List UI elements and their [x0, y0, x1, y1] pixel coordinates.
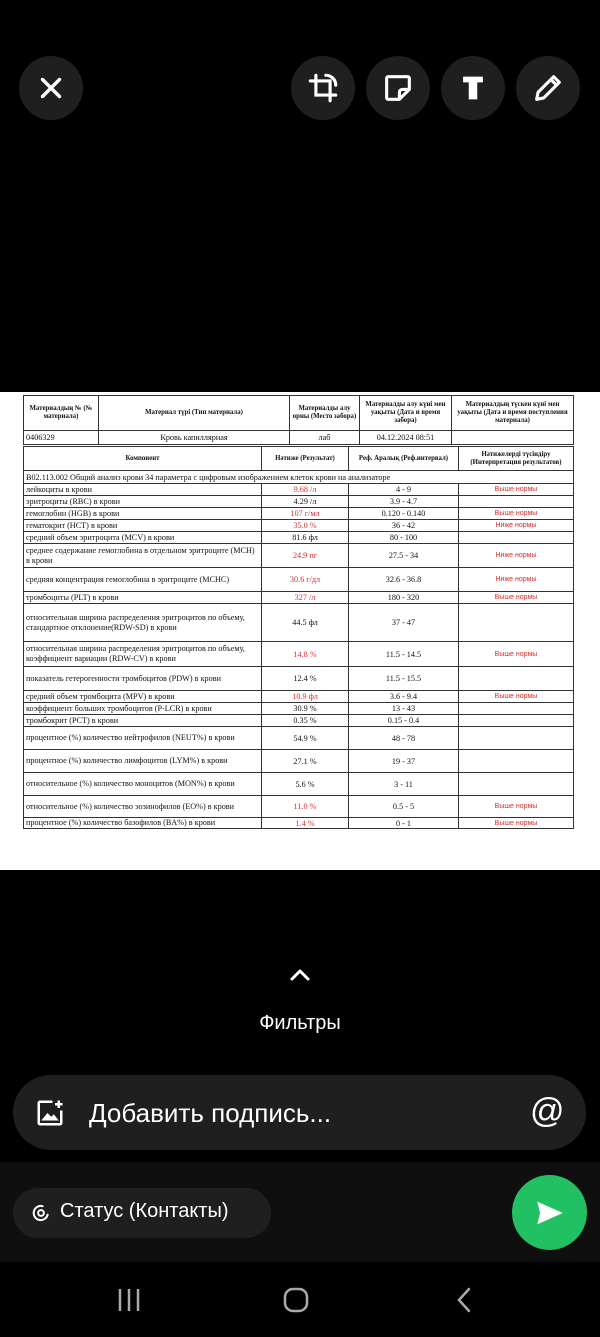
- material-type: Кровь капиллярная: [99, 431, 290, 445]
- table-row: [24, 818, 574, 829]
- result-value: 14.8 %: [262, 642, 349, 667]
- component-name: процентное (%) количество базофилов (BA%) в крови: [24, 818, 262, 829]
- reference-range: 27.5 - 34: [349, 544, 459, 568]
- interpretation: [459, 703, 574, 715]
- table-row: [24, 520, 574, 532]
- reference-range: 3.6 - 9.4: [349, 691, 459, 703]
- component-name: среднее содержание гемоглобина в отдельном эритроците (MCH) в крови: [24, 544, 262, 568]
- status-label: Статус (Контакты): [60, 1200, 229, 1222]
- table-row: [24, 642, 574, 667]
- component-name: относительное (%) количество моноцитов (MON%) в крови: [24, 773, 262, 796]
- sticker-icon: [381, 71, 415, 105]
- table-row: [24, 691, 574, 703]
- interpretation: [459, 773, 574, 796]
- interpretation: [459, 532, 574, 544]
- table-row: [24, 508, 574, 520]
- reference-range: 19 - 37: [349, 750, 459, 773]
- section-title: B02.113.002 Общий анализ крови 34 параметра с цифровым изображением клеток крови на анализаторе: [24, 471, 574, 484]
- text-icon: [456, 71, 490, 105]
- draw-button[interactable]: [516, 56, 580, 120]
- result-value: 1.4 %: [262, 818, 349, 829]
- reference-range: 48 - 78: [349, 727, 459, 750]
- interpretation: Выше нормы: [459, 691, 574, 703]
- send-button[interactable]: [512, 1175, 587, 1250]
- chevron-up-icon[interactable]: [285, 964, 315, 986]
- mention-icon[interactable]: @: [530, 1092, 565, 1130]
- result-value: 35.0 %: [262, 520, 349, 532]
- reference-range: 0.120 - 0.140: [349, 508, 459, 520]
- crop-rotate-button[interactable]: [291, 56, 355, 120]
- result-value: 327 /л: [262, 592, 349, 604]
- header-material-place: Материалды алу орны (Место забора): [290, 396, 360, 431]
- result-value: 4.29 /л: [262, 496, 349, 508]
- material-datetime: 04.12.2024 08:51: [360, 431, 452, 445]
- table-row: [24, 750, 574, 773]
- interpretation: Выше нормы: [459, 508, 574, 520]
- navigation-bar: [0, 1262, 600, 1337]
- home-icon[interactable]: [282, 1286, 310, 1314]
- caption-placeholder: Добавить подпись...: [89, 1098, 332, 1128]
- reference-range: 80 - 100: [349, 532, 459, 544]
- document-image: [0, 392, 600, 870]
- header-material-type: Материал түрі (Тип материала): [99, 396, 290, 431]
- result-value: 24.9 пг: [262, 544, 349, 568]
- interpretation: Выше нормы: [459, 484, 574, 496]
- close-icon: [34, 71, 68, 105]
- result-value: 10.9 фл: [262, 691, 349, 703]
- result-value: 30.9 %: [262, 703, 349, 715]
- reference-range: 11.5 - 15.5: [349, 667, 459, 691]
- component-name: показатель гетерогенности тромбоцитов (PDW) в крови: [24, 667, 262, 691]
- back-icon[interactable]: [452, 1286, 476, 1314]
- reference-range: 13 - 43: [349, 703, 459, 715]
- column-ref: Реф. Аралық (Реф.интервал): [349, 447, 459, 471]
- component-name: эритроциты (RBC) в крови: [24, 496, 262, 508]
- sticker-button[interactable]: [366, 56, 430, 120]
- component-name: относительная ширина распределения эритроцитов по объему, коэффициент вариации (RDW-CV) в крови: [24, 642, 262, 667]
- reference-range: 32.6 - 36.8: [349, 568, 459, 592]
- result-value: 27.1 %: [262, 750, 349, 773]
- reference-range: 0.5 - 5: [349, 796, 459, 818]
- interpretation: [459, 496, 574, 508]
- result-value: 44.5 фл: [262, 604, 349, 642]
- result-value: 81.6 фл: [262, 532, 349, 544]
- header-material-number: Материалдың № (№ материала): [24, 396, 99, 431]
- table-row: [24, 592, 574, 604]
- header-material-datetime: Материалды алу күні мен уақыты (Дата и время забора): [360, 396, 452, 431]
- component-name: процентное (%) количество нейтрофилов (NEUT%) в крови: [24, 727, 262, 750]
- reference-range: 4 - 9: [349, 484, 459, 496]
- column-component: Компонент: [24, 447, 262, 471]
- close-button[interactable]: [19, 56, 83, 120]
- component-name: гематокрит (HCT) в крови: [24, 520, 262, 532]
- reference-range: 3.9 - 4.7: [349, 496, 459, 508]
- reference-range: 180 - 320: [349, 592, 459, 604]
- component-name: процентное (%) количество лимфоцитов (LYM%) в крови: [24, 750, 262, 773]
- send-icon: [533, 1196, 567, 1230]
- interpretation: [459, 727, 574, 750]
- result-value: 54.9 %: [262, 727, 349, 750]
- reference-range: 36 - 42: [349, 520, 459, 532]
- reference-range: 11.5 - 14.5: [349, 642, 459, 667]
- recents-icon[interactable]: [114, 1287, 144, 1313]
- result-value: 11.0 %: [262, 796, 349, 818]
- reference-range: 37 - 47: [349, 604, 459, 642]
- component-name: лейкоциты в крови: [24, 484, 262, 496]
- crop-rotate-icon: [306, 71, 340, 105]
- component-name: относительная ширина распределения эритроцитов по объему, стандартное отклонение(RDW-SD) в крови: [24, 604, 262, 642]
- table-row: [24, 703, 574, 715]
- interpretation: [459, 750, 574, 773]
- text-button[interactable]: [441, 56, 505, 120]
- component-name: коэффициент больших тромбоцитов (P-LCR) в крови: [24, 703, 262, 715]
- table-row: [24, 544, 574, 568]
- component-name: тромбокрит (PCT) в крови: [24, 715, 262, 727]
- table-row: [24, 496, 574, 508]
- result-value: 9.68 /л: [262, 484, 349, 496]
- interpretation: Выше нормы: [459, 796, 574, 818]
- material-number: 0406329: [24, 431, 99, 445]
- interpretation: Выше нормы: [459, 592, 574, 604]
- interpretation: Выше нормы: [459, 818, 574, 829]
- result-value: 0.35 %: [262, 715, 349, 727]
- material-arrival: [452, 431, 574, 445]
- component-name: тромбоциты (PLT) в крови: [24, 592, 262, 604]
- table-row: [24, 796, 574, 818]
- reference-range: 3 - 11: [349, 773, 459, 796]
- column-interp: Нәтижелерді түсіндіру (Интерпретация результатов): [459, 447, 574, 471]
- interpretation: Ниже нормы: [459, 568, 574, 592]
- component-name: гемоглобин (HGB) в крови: [24, 508, 262, 520]
- table-row: [24, 715, 574, 727]
- reference-range: 0.15 - 0.4: [349, 715, 459, 727]
- header-material-arrival: Материалдың түскен күні мен уақыты (Дата и время поступления материала): [452, 396, 574, 431]
- pencil-icon: [531, 71, 565, 105]
- table-row: [24, 604, 574, 642]
- add-media-icon[interactable]: [35, 1098, 65, 1128]
- filters-label[interactable]: Фильтры: [259, 1012, 341, 1034]
- status-audience-button[interactable]: [13, 1188, 271, 1238]
- component-name: средний объем тромбоцита (MPV) в крови: [24, 691, 262, 703]
- table-row: [24, 773, 574, 796]
- table-row: [24, 727, 574, 750]
- interpretation: Ниже нормы: [459, 520, 574, 532]
- interpretation: [459, 667, 574, 691]
- interpretation: [459, 604, 574, 642]
- interpretation: [459, 715, 574, 727]
- table-row: [24, 667, 574, 691]
- result-value: 30.6 г/дл: [262, 568, 349, 592]
- table-row: [24, 532, 574, 544]
- component-name: средний объем эритроцита (MCV) в крови: [24, 532, 262, 544]
- material-place: лаб: [290, 431, 360, 445]
- result-value: 107 г/мл: [262, 508, 349, 520]
- status-ring-icon: [31, 1203, 51, 1223]
- reference-range: 0 - 1: [349, 818, 459, 829]
- caption-input[interactable]: [13, 1075, 586, 1150]
- table-row: [24, 484, 574, 496]
- result-value: 5.6 %: [262, 773, 349, 796]
- table-row: [24, 568, 574, 592]
- component-name: средняя концентрация гемоглобина в эритроците (MCHC): [24, 568, 262, 592]
- column-result: Нәтиже (Результат): [262, 447, 349, 471]
- result-value: 12.4 %: [262, 667, 349, 691]
- interpretation: Выше нормы: [459, 642, 574, 667]
- results-table: [23, 446, 574, 829]
- component-name: относительное (%) количество эозинофилов (EO%) в крови: [24, 796, 262, 818]
- interpretation: Ниже нормы: [459, 544, 574, 568]
- material-header-table: [23, 395, 574, 445]
